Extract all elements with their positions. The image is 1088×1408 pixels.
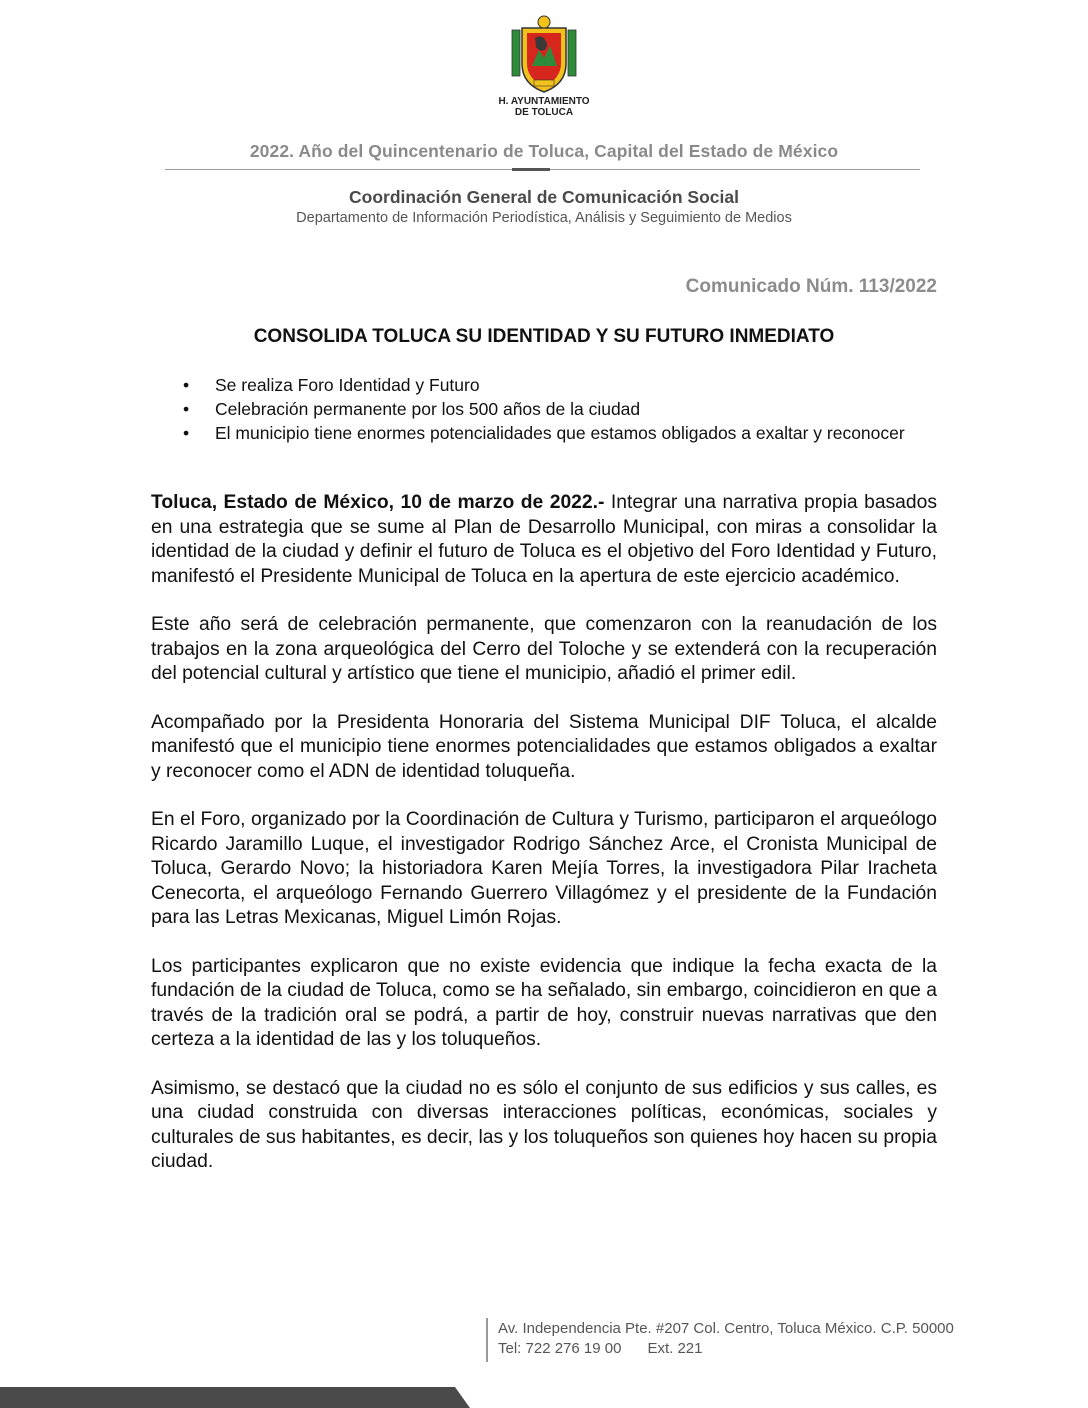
toluca-coat-of-arms-logo [490,14,598,120]
summary-bullet-list [175,373,935,445]
footer-phone [498,1340,702,1357]
body-paragraph: Acompañado por la Presidenta Honoraria del Sistema Municipal DIF Toluca, el alcalde manifestó que el municipio tiene enormes potencialidades que estamos obligados a exaltar y reconocer como el ADN de identidad toluqueña. [151,711,937,782]
footer-decorative-strip [0,1387,470,1408]
logo-caption [490,96,598,118]
footer-phone-extension: Ext. 221 [647,1340,703,1357]
body-paragraph: Este año será de celebración permanente, que comenzaron con la reanudación de los trabajos en la zona arqueológica del Cerro del Toloche y se extenderá con la recuperación del potencial cultural y artístico que tiene el municipio, añadió el primer edil. [151,614,937,684]
summary-bullet [175,397,935,421]
summary-bullet-text: El municipio tiene enormes potencialidades que estamos obligados a exaltar y reconocer [215,423,905,443]
bullet-icon: • [183,423,190,443]
body-paragraph: Asimismo, se destacó que la ciudad no es sólo el conjunto de sus edificios y sus calles, es una ciudad construida con diversas interacciones políticas, económicas, sociales y culturales de sus habitantes, es decir, las y los toluqueños son quienes hoy hacen su propia ciudad. [151,1077,937,1172]
release-body [151,491,937,1199]
logo-caption-line2: DE TOLUCA [514,107,574,118]
body-paragraph [151,491,937,589]
logo-caption-line1: H. AYUNTAMIENTO [498,96,590,107]
coordination-title: Coordinación General de Comunicación Social [349,187,739,207]
summary-bullet [175,373,935,397]
body-paragraph-text: Integrar una narrativa propia basados en una estrategia que se sume al Plan de Desarrollo Municipal, con miras a consolidar la identidad de la ciudad y definir el futuro de Toluca es el objetivo del Foro Identidad y Futuro, manifestó el Presidente Municipal de Toluca en la apertura de este ejercicio académico. [151,492,937,587]
summary-bullet-text: Se realiza Foro Identidad y Futuro [215,375,480,395]
summary-bullet-text: Celebración permanente por los 500 años de la ciudad [215,399,641,419]
release-number: Comunicado Núm. 113/2022 [685,276,937,297]
header-divider-accent [512,168,550,171]
release-headline: CONSOLIDA TOLUCA SU IDENTIDAD Y SU FUTURO INMEDIATO [253,326,835,347]
year-motto: 2022. Año del Quincentenario de Toluca, Capital del Estado de México [249,141,839,161]
dateline: Toluca, Estado de México, 10 de marzo de 2022.- [151,492,605,513]
body-paragraph: En el Foro, organizado por la Coordinación de Cultura y Turismo, participaron el arqueólogo Ricardo Jaramillo Luque, el investigador Rodrigo Sánchez Arce, el Cronista Municipal de Toluca, Gerardo Novo; la historiadora Karen Mejía Torres, la investigadora Pilar Iracheta Cenecorta, el arqueólogo Fernando Guerrero Villagómez y el presidente de la Fundación para las Letras Mexicanas, Miguel Limón Rojas. [151,809,937,928]
footer-address: Av. Independencia Pte. #207 Col. Centro, Toluca México. C.P. 50000 [498,1320,954,1337]
summary-bullet [175,421,935,445]
footer-phone-number: Tel: 722 276 19 00 [498,1340,622,1357]
body-paragraph: Los participantes explicaron que no existe evidencia que indique la fecha exacta de la fundación de la ciudad de Toluca, como se ha señalado, sin embargo, coincidieron en que a través de la tradición oral se podrá, a partir de hoy, construir nuevas narrativas que den certeza a la identidad de las y los toluqueños. [151,955,937,1050]
department-subtitle: Departamento de Información Periodística, Análisis y Seguimiento de Medios [296,210,792,226]
bullet-icon: • [183,399,190,419]
footer-divider [486,1318,488,1362]
bullet-icon: • [183,375,190,395]
shield-icon [508,14,580,96]
